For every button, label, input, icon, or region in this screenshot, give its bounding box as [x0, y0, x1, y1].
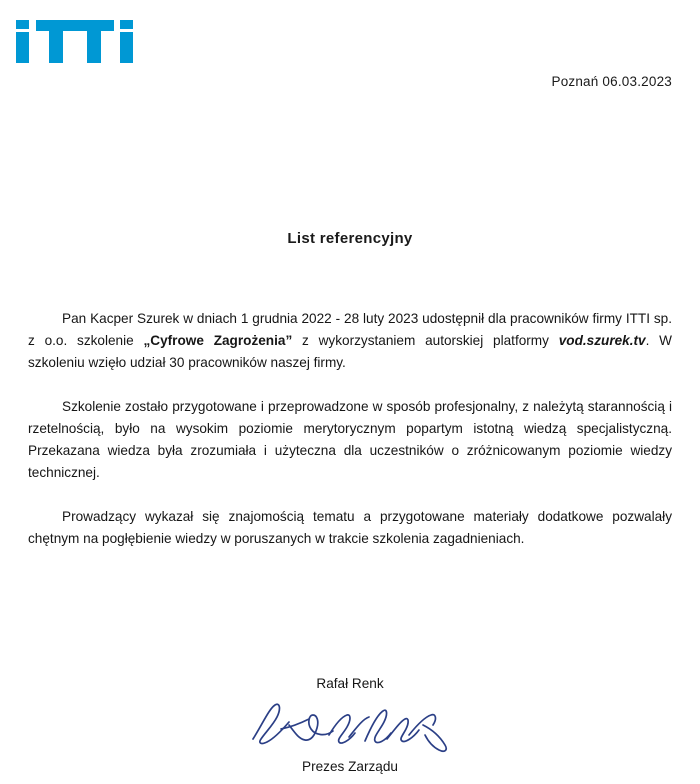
document-body: [28, 308, 672, 550]
page-title: List referencyjny: [287, 230, 413, 247]
date-line: Poznań 06.03.2023: [551, 74, 672, 89]
paragraph-2: Szkolenie zostało przygotowane i przeprowadzone w sposób profesjonalny, z należytą starannością i rzetelnością, było na wysokim poziomie merytorycznym popartym istotną wiedzą specjalistyczną. Przekazana wiedza była zrozumiała i użyteczna dla uczestników o zróżnicowanym poziomie wiedzy technicznej.: [28, 399, 672, 481]
signatory-role: Prezes Zarządu: [302, 759, 398, 774]
signature-block: [0, 676, 700, 774]
paragraph-3: Prowadzący wykazał się znajomością tematu a przygotowane materiały dodatkowe pozwalały chętnym na pogłębienie wiedzy w poruszanych w trakcie szkolenia zagadnieniach.: [28, 509, 672, 547]
paragraph-1: Pan Kacper Szurek w dniach 1 grudnia 2022 - 28 luty 2023 udostępnił dla pracowników firmy ITTI sp. z o.o. szkolenie „Cyfrowe Zagrożenia” z wykorzystaniem autorskiej platformy vod.szurek.tv. W szkoleniu wzięło udział 30 pracowników naszej firmy.: [28, 311, 672, 371]
signatory-name: Rafał Renk: [316, 676, 384, 691]
itti-logo: [16, 18, 144, 62]
handwritten-signature-icon: [0, 693, 700, 757]
